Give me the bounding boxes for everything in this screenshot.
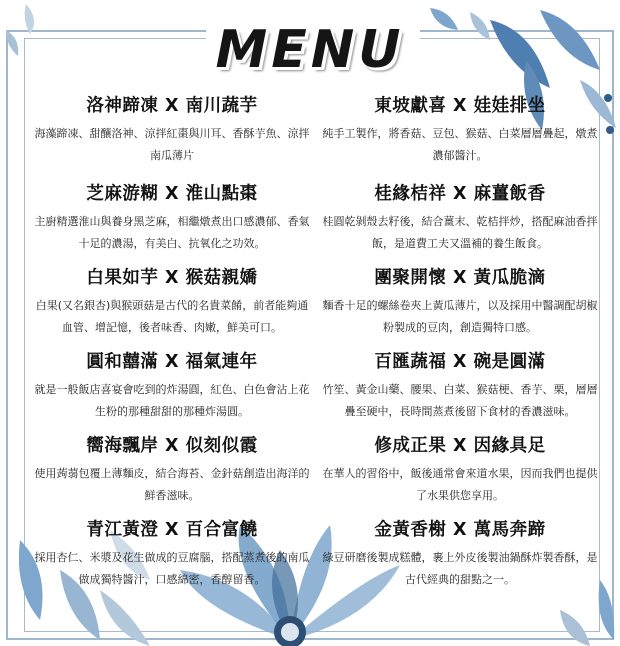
menu-item-right-2	[322, 180, 598, 255]
dish-description: 採用杏仁、米漿及花生做成的豆腐腦，搭配蒸煮後的南瓜做成獨特醬汁，口感綿密，香醇留香。	[34, 551, 310, 586]
dish-description: 就是一般飯店喜宴會吃到的炸湯圓，紅色、白色會沾上花生粉的那種甜甜的那種炸湯圓。	[34, 383, 310, 418]
menu-item-right-6	[322, 516, 598, 591]
dish-name: 圓和囍滿 X 福氣連年	[86, 352, 258, 372]
menu-item-left-3	[34, 264, 310, 339]
dish-name: 修成正果 X 因緣具足	[374, 436, 546, 456]
dish-name: 團聚開懷 X 黃瓜脆滴	[374, 268, 546, 288]
dish-description: 主廚精選淮山與養身黑芝麻，相繼燉煮出口感濃郁、香氣十足的濃湯，有美白、抗氧化之功效。	[34, 215, 310, 250]
menu-item-right-4	[322, 348, 598, 423]
dish-description: 桂圓乾剝殼去籽後，結合薑末、乾桔拌炒，搭配麻油香拌飯，是道費工夫又溫補的養生飯食。	[322, 215, 598, 250]
dish-description: 海藻蹄凍、甜釀洛神、涼拌紅棗與川耳、香酥芋魚、涼拌南瓜薄片	[34, 127, 310, 162]
menu-item-left-4	[34, 348, 310, 423]
dish-description: 白果(又名銀杏)與猴頭菇是古代的名貴菜餚，前者能夠通血管、增記憶，後者味香、肉嫩，鮮美可口。	[35, 299, 309, 334]
dish-name: 百匯蔬福 X 碗是圓滿	[374, 352, 546, 372]
menu-item-right-1	[322, 92, 598, 167]
dish-name: 洛神蹄凍 X 南川蔬芋	[86, 96, 258, 116]
menu-item-left-5	[34, 432, 310, 507]
menu-item-right-5	[322, 432, 598, 507]
dish-name: 東坡獻喜 X 娃娃排坐	[374, 96, 546, 116]
menu-title: MENU	[215, 20, 405, 80]
dish-description: 竹笙、黃金山藥、腰果、白菜、猴菇梗、香芋、栗，層層疊至硬中，長時間蒸煮後留下食材的香濃滋味。	[322, 383, 598, 418]
dish-description: 綠豆研磨後製成糕體，裹上外皮後製油鍋酥炸製香酥，是古代經典的甜點之一。	[322, 551, 598, 586]
dish-description: 使用蒟蒻包覆上薄麵皮，結合海苔、金針菇創造出海洋的鮮香滋味。	[34, 467, 310, 502]
dish-description: 純手工製作，將香菇、豆包、猴菇、白菜層層疊起，燉煮濃郁醬汁。	[322, 127, 598, 162]
dish-description: 在華人的習俗中，飯後通常會來道水果，因而我們也提供了水果供您享用。	[322, 467, 598, 502]
menu-item-right-3	[322, 264, 598, 339]
dish-name: 青江黃澄 X 百合富饒	[86, 520, 258, 540]
dish-name: 金黃香榭 X 萬馬奔蹄	[374, 520, 546, 540]
menu-item-left-2	[34, 180, 310, 255]
dish-description: 麵香十足的螺絲卷夾上黃瓜薄片，以及採用中醫調配胡椒粉製成的豆肉，創造獨特口感。	[322, 299, 598, 334]
menu-item-left-6	[34, 516, 310, 591]
dish-name: 芝麻游糊 X 淮山點棗	[86, 184, 258, 204]
menu-item-left-1	[34, 92, 310, 167]
dish-name: 嚮海飄岸 X 似刻似霞	[86, 436, 258, 456]
dish-name: 白果如芋 X 猴菇親嬌	[86, 268, 258, 288]
dish-name: 桂緣桔祥 X 麻薑飯香	[374, 184, 546, 204]
